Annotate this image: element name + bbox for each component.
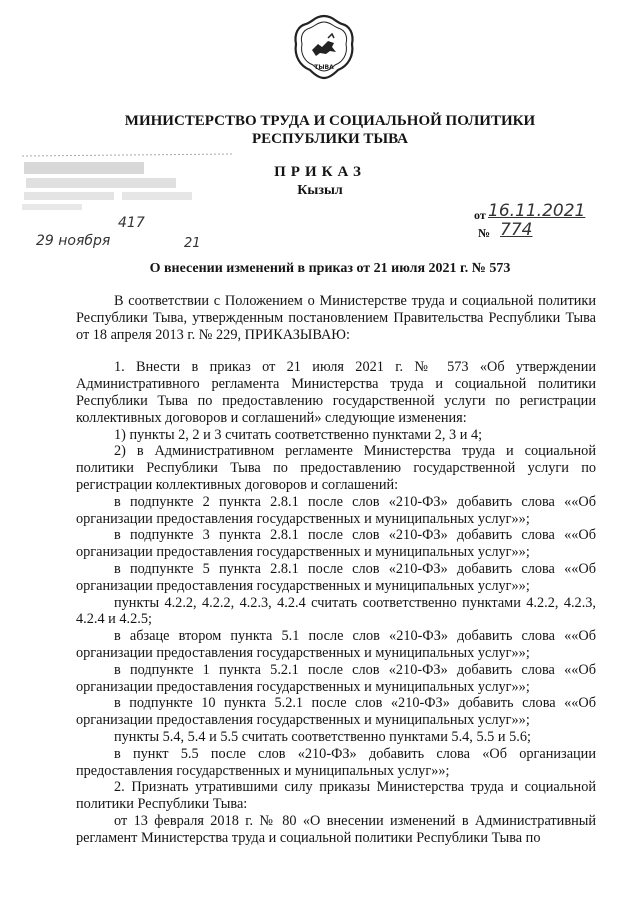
paragraph-item-2: 2. Признать утратившими силу приказы Министерства труда и социальной политики Республики Тыва: [76, 779, 596, 813]
paragraph: 1) пункты 2, 2 и 3 считать соответственно пунктами 2, 3 и 4; [114, 426, 483, 443]
stamp-number: 417 [118, 215, 145, 231]
document-date: 16.11.2021 [488, 201, 586, 221]
paragraph: 2) в Административном регламенте Министерства труда и социальной политики Республики Тыва по предоставлению государственной услуги по регистрации коллективных договоров и соглашений: [76, 443, 596, 493]
paragraph: в пункт 5.5 после слов «210-ФЗ» добавить слова «Об организации предоставления государственных и муниципальных услуг»»; [76, 745, 596, 779]
number-label: № [478, 226, 491, 240]
emblem-text: ТЫВА [314, 64, 334, 71]
document-body [76, 293, 596, 847]
document-number: 774 [500, 220, 533, 240]
paragraph: от 13 февраля 2018 г. № 80 «О внесении изменений в Административный регламент Министерства труда и социальной политики Республики Тыва по [76, 812, 596, 846]
paragraph-item-1: 1. Внести в приказ от 21 июля 2021 г. № 573 «Об утверждении Административного регламента Министерства труда и социальной политики Республики Тыва по предоставлению государственной услуги по регистрации коллективных договоров и соглашений» следующие изменения: [76, 359, 596, 426]
stamp-year: 21 [184, 236, 201, 251]
document-type: ПРИКАЗ [274, 164, 366, 180]
tuva-emblem-icon [292, 14, 356, 80]
registration-stamp [22, 152, 234, 222]
paragraph: пункты 5.4, 5.4 и 5.5 считать соответственно пунктами 5.4, 5.5 и 5.6; [114, 728, 531, 745]
paragraph: в абзаце втором пункта 5.1 после слов «210-ФЗ» добавить слова ««Об организации предоставления государственных и муниципальных услуг»»; [76, 628, 596, 661]
paragraph: в подпункте 10 пункта 5.2.1 после слов «210-ФЗ» добавить слова ««Об организации предоставления государственных и муниципальных услуг»»; [76, 695, 596, 729]
ministry-name-line1: МИНИСТЕРСТВО ТРУДА И СОЦИАЛЬНОЙ ПОЛИТИКИ [124, 113, 536, 129]
paragraph: в подпункте 2 пункта 2.8.1 после слов «210-ФЗ» добавить слова ««Об организации предоставления государственных и муниципальных услуг»»; [76, 493, 596, 527]
ministry-name-line2: РЕСПУБЛИКИ ТЫВА [252, 131, 408, 147]
stamp-date: 29 ноября [36, 233, 111, 249]
date-label: от [474, 208, 486, 222]
paragraph: в подпункте 1 пункта 5.2.1 после слов «210-ФЗ» добавить слова ««Об организации предоставления государственных и муниципальных услуг»»; [76, 661, 596, 695]
paragraph: пункты 4.2.2, 4.2.2, 4.2.3, 4.2.4 считать соответственно пунктами 4.2.2, 4.2.3, 4.2.4 и 4.2.5; [76, 594, 596, 628]
paragraph: в подпункте 3 пункта 2.8.1 после слов «210-ФЗ» добавить слова ««Об организации предоставления государственных и муниципальных услуг»»; [76, 527, 596, 561]
paragraph: в подпункте 5 пункта 2.8.1 после слов «210-ФЗ» добавить слова ««Об организации предоставления государственных и муниципальных услуг»»; [76, 560, 596, 594]
document-city: Кызыл [297, 183, 343, 198]
document-subject: О внесении изменений в приказ от 21 июля 2021 г. № 573 [149, 261, 511, 276]
paragraph-preamble: В соответствии с Положением о Министерстве труда и социальной политики Республики Тыва, утвержденным постановлением Правительства Республики Тыва от 18 апреля 2013 г. № 229, ПРИКАЗЫВАЮ: [76, 293, 596, 343]
